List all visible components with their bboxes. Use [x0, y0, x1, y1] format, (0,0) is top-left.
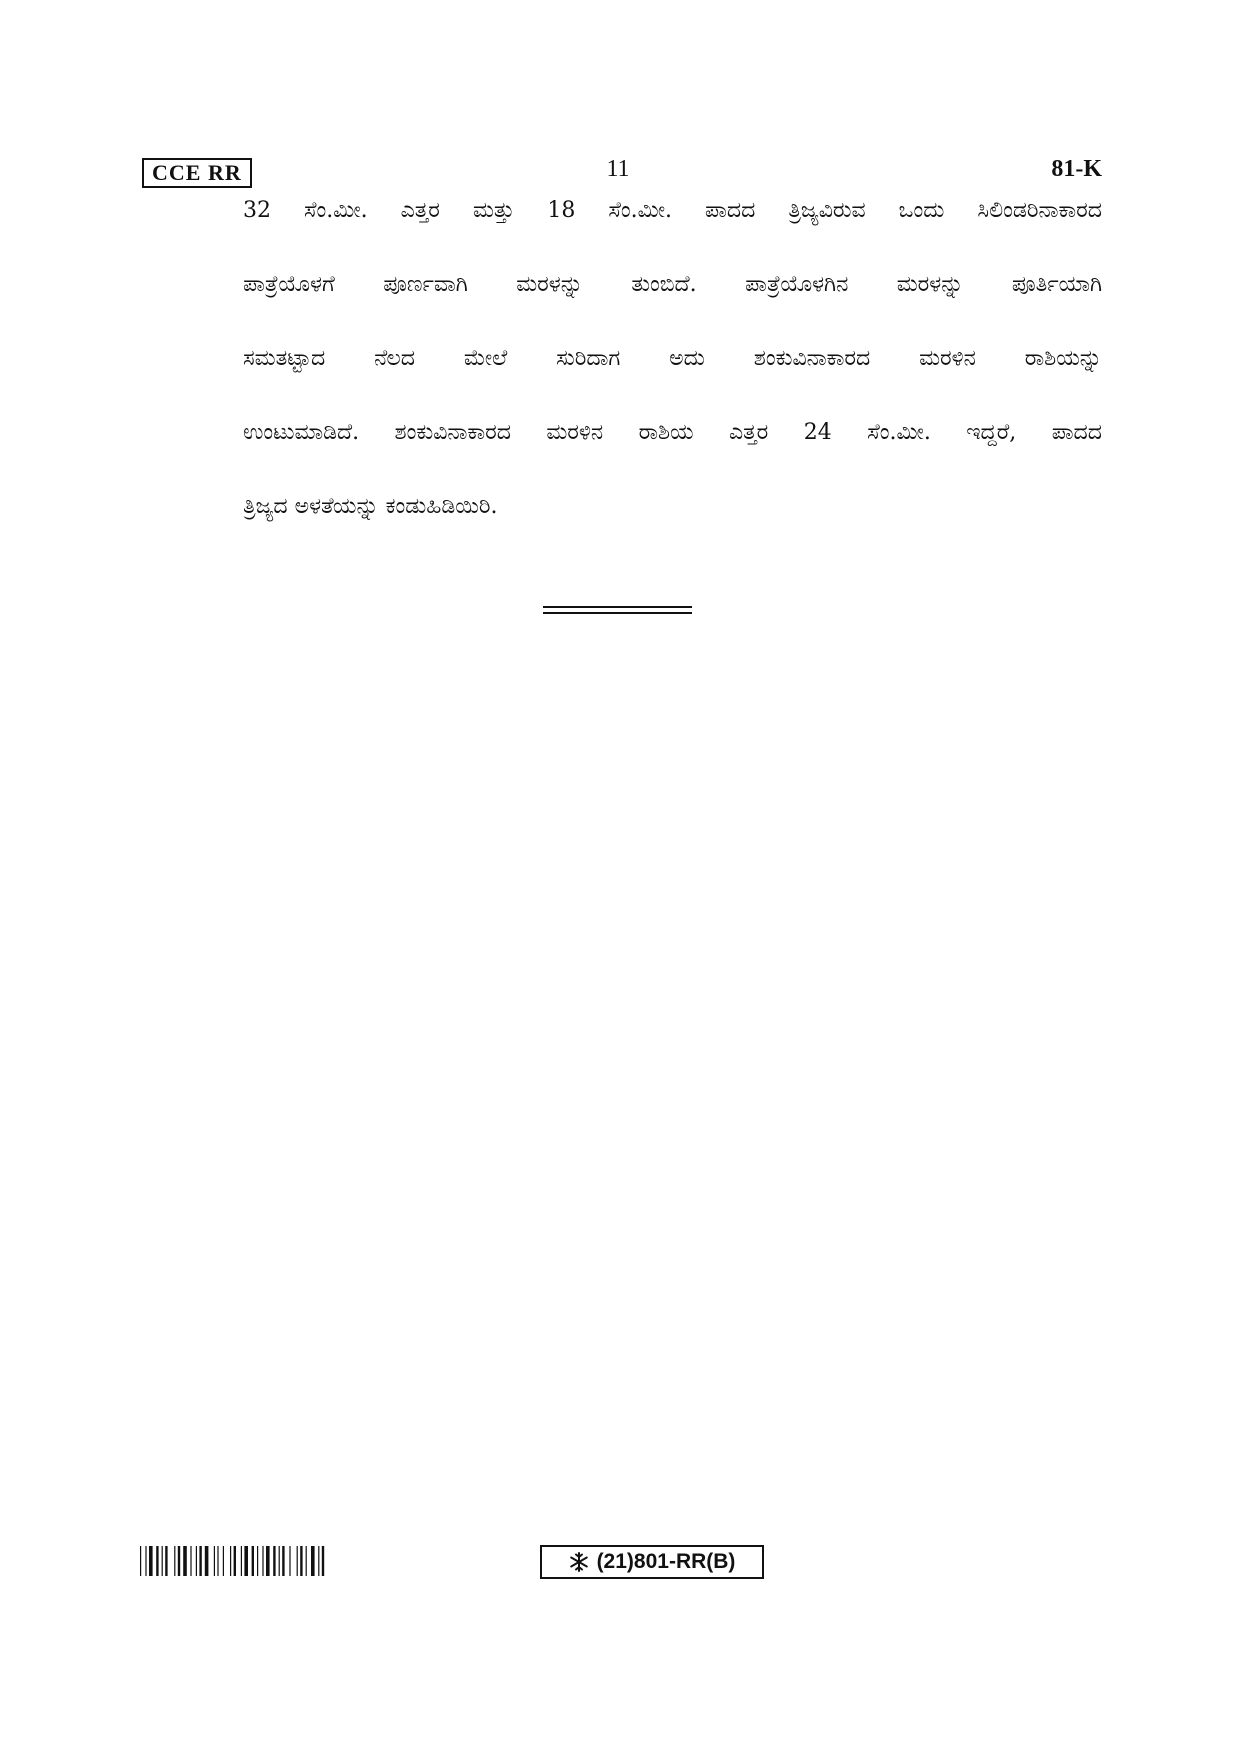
snowflake-icon — [569, 1552, 589, 1572]
subject-code: 81-K — [1051, 156, 1102, 182]
barcode — [140, 1546, 380, 1576]
question-text — [243, 192, 1102, 562]
question-line: ಸಮತಟ್ಟಾದ ನೆಲದ ಮೇಲೆ ಸುರಿದಾಗ ಅದು ಶಂಕುವಿನಾಕಾರದ ಮರಳಿನ ರಾಶಿಯನ್ನು — [243, 346, 1102, 371]
question-line: ಪಾತ್ರೆಯೊಳಗೆ ಪೂರ್ಣವಾಗಿ ಮರಳನ್ನು ತುಂಬಿದೆ. ಪಾತ್ರೆಯೊಳಗಿನ ಮರಳನ್ನು ಪೂರ್ತಿಯಾಗಿ — [243, 272, 1102, 297]
page-number: 11 — [606, 156, 630, 182]
footer-code-text: (21)801-RR(B) — [596, 1550, 736, 1573]
question-paper-code-box: CCE RR — [142, 158, 252, 188]
footer-paper-code — [540, 1545, 764, 1579]
question-line: ತ್ರಿಜ್ಯದ ಅಳತೆಯನ್ನು ಕಂಡುಹಿಡಿಯಿರಿ. — [243, 494, 498, 519]
end-of-page-rule — [543, 606, 692, 614]
question-line: 32 ಸೆಂ.ಮೀ. ಎತ್ತರ ಮತ್ತು 18 ಸೆಂ.ಮೀ. ಪಾದದ ತ್ರಿಜ್ಯವಿರುವ ಒಂದು ಸಿಲಿಂಡರಿನಾಕಾರದ — [243, 198, 1102, 223]
question-line: ಉಂಟುಮಾಡಿದೆ. ಶಂಕುವಿನಾಕಾರದ ಮರಳಿನ ರಾಶಿಯ ಎತ್ತರ 24 ಸೆಂ.ಮೀ. ಇದ್ದರೆ, ಪಾದದ — [243, 420, 1102, 445]
